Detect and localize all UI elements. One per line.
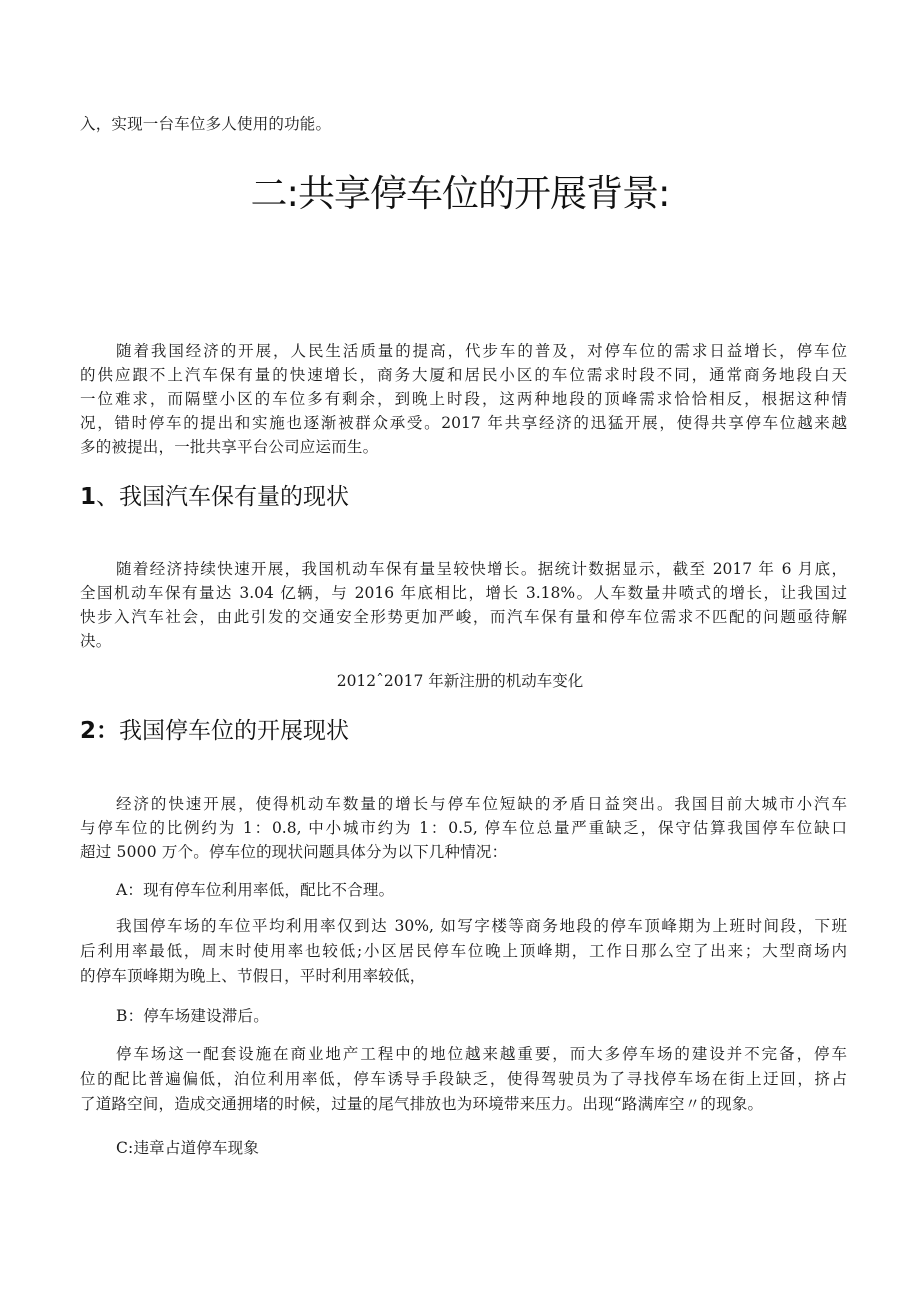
chart-caption: 2012ˆ2017 年新注册的机动车变化 bbox=[336, 672, 584, 690]
paragraph-line: 停车场这一配套设施在商业地产工程中的地位越来越重要，而大多停车场的建设并不完备，停车 bbox=[116, 1045, 847, 1063]
heading-car-ownership bbox=[80, 482, 349, 512]
paragraph-line: 经济的快速开展，使得机动车数量的增长与停车位短缺的矛盾日益突出。我国目前大城市小汽车 bbox=[116, 795, 847, 813]
paragraph-line: 全国机动车保有量达 3.04 亿辆，与 2016 年底相比，增长 3.18%。人车数量井喷式的增长，让我国过 bbox=[80, 584, 847, 602]
paragraph-line: 后利用率最低，周末时使用率也较低;小区居民停车位晚上顶峰期，工作日那么空了出来；大型商场内 bbox=[80, 942, 847, 960]
item-a-heading: A：现有停车位利用率低，配比不合理。 bbox=[116, 881, 395, 899]
paragraph-line: 随着经济持续快速开展，我国机动车保有量呈较快增长。据统计数据显示，截至 2017 年 6 月底， bbox=[116, 560, 847, 578]
heading-number: 2： bbox=[80, 718, 120, 744]
heading-text: 、我国汽车保有量的现状 bbox=[96, 484, 350, 510]
heading-number: 1 bbox=[80, 484, 97, 510]
paragraph-line: 决。 bbox=[80, 632, 112, 650]
paragraph-line: 我国停车场的车位平均利用率仅到达 30%, 如写字楼等商务地段的停车顶峰期为上班时间段，下班 bbox=[116, 917, 847, 935]
paragraph-line: 多的被提出，一批共享平台公司应运而生。 bbox=[80, 438, 379, 456]
paragraph-line: 况，错时停车的提出和实施也逐渐被群众承受。2017 年共享经济的迅猛开展，使得共享停车位越来越 bbox=[80, 414, 847, 432]
heading-text: 我国停车位的开展现状 bbox=[119, 718, 350, 744]
paragraph-line: 随着我国经济的开展，人民生活质量的提高，代步车的普及，对停车位的需求日益增长，停车位 bbox=[116, 342, 847, 360]
paragraph-line: 快步入汽车社会，由此引发的交通安全形势更加严峻，而汽车保有量和停车位需求不匹配的问题亟待解 bbox=[80, 608, 847, 626]
paragraph-line: 的停车顶峰期为晚上、节假日，平时利用率较低， bbox=[80, 967, 426, 985]
paragraph-line: 的供应跟不上汽车保有量的快速增长，商务大厦和居民小区的车位需求时段不同，通常商务地段白天 bbox=[80, 366, 847, 384]
paragraph-line: 位的配比普遍偏低，泊位利用率低，停车诱导手段缺乏，使得驾驶员为了寻找停车场在街上迂回，挤占 bbox=[80, 1070, 847, 1088]
paragraph-line: 一位难求，而隔壁小区的车位多有剩余，到晚上时段，这两种地段的顶峰需求恰恰相反，根据这种情 bbox=[80, 390, 847, 408]
item-b-heading: B：停车场建设滞后。 bbox=[116, 1007, 269, 1025]
paragraph-line: 超过 5000 万个。停车位的现状问题具体分为以下几种情况： bbox=[80, 843, 508, 861]
paragraph-line: 与停车位的比例约为 1：0.8, 中小城市约为 1：0.5, 停车位总量严重缺乏，保守估算我国停车位缺口 bbox=[80, 819, 847, 837]
item-c-heading: C:违章占道停车现象 bbox=[116, 1139, 260, 1157]
section-title: 二:共享停车位的开展背景: bbox=[250, 172, 670, 215]
intro-tail-line: 入，实现一台车位多人使用的功能。 bbox=[80, 115, 332, 133]
heading-parking-status bbox=[80, 716, 349, 746]
paragraph-line: 了道路空间，造成交通拥堵的时候，过量的尾气排放也为环境带来压力。出现“路满库空〃的现象。 bbox=[80, 1095, 764, 1113]
